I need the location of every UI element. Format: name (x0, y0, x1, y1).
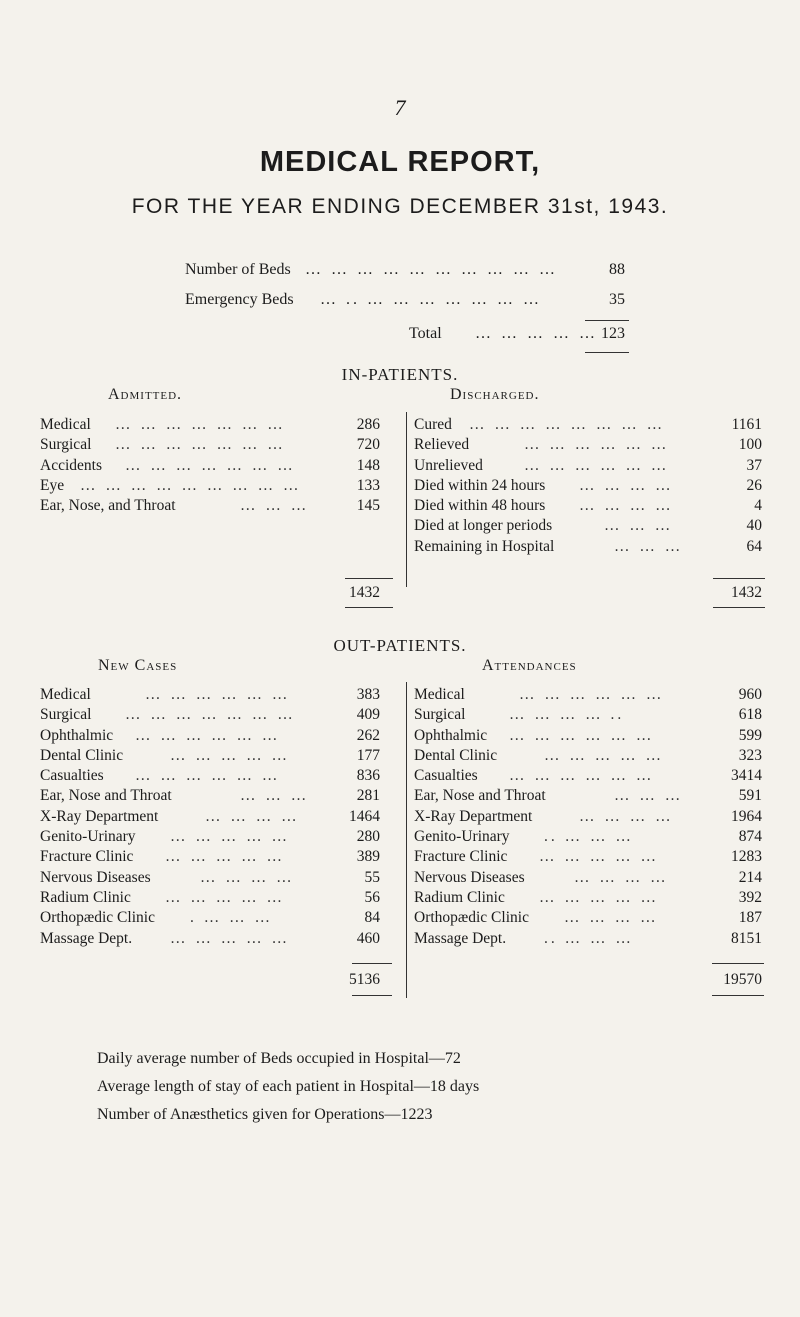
row-label: Surgical (414, 706, 466, 724)
table-row (40, 786, 390, 806)
row-label: Died at longer periods (414, 517, 553, 535)
row-label: Casualties (414, 767, 478, 785)
table-row (40, 435, 390, 455)
row-value: 1964 (731, 807, 762, 825)
row-value: 280 (356, 828, 380, 846)
beds-label: Emergency Beds (185, 291, 294, 308)
row-label: Ophthalmic (414, 726, 488, 744)
table-row (40, 868, 390, 888)
admitted-table (40, 415, 390, 516)
row-label: X-Ray Department (40, 807, 159, 825)
row-value: 133 (356, 476, 380, 494)
rule (345, 578, 393, 579)
rule (352, 995, 392, 996)
row-value: 148 (356, 456, 380, 474)
table-row (40, 726, 390, 746)
table-row (414, 888, 764, 908)
table-row (414, 746, 764, 766)
leader-dots: … … … … … … (135, 726, 281, 744)
row-label: Ear, Nose, and Throat (40, 497, 176, 515)
leader-dots: … … … … … … (519, 686, 665, 703)
table-row (414, 868, 764, 888)
row-label: Casualties (40, 767, 104, 785)
leader-dots: … … … … (579, 807, 674, 825)
row-value: 55 (364, 868, 380, 886)
leader-dots: … … … (240, 787, 310, 805)
row-value: 64 (746, 537, 762, 555)
leader-dots: … … … … … (544, 746, 664, 764)
beds-total-label: Total (409, 325, 442, 342)
leader-dots: … … … … … … (509, 726, 655, 744)
footer-average-stay: Average length of stay of each patient in Hospital—18 days (97, 1078, 480, 1095)
leader-dots: … … … … … (539, 848, 659, 866)
table-row (414, 908, 764, 928)
row-label: Nervous Diseases (414, 868, 525, 886)
discharged-total (414, 583, 764, 603)
row-label: Nervous Diseases (40, 868, 151, 886)
outpatients-title: OUT-PATIENTS. (333, 636, 467, 655)
row-value: 392 (738, 888, 762, 906)
row-value: 262 (356, 726, 380, 744)
discharged-heading: Discharged. (450, 386, 540, 403)
leader-dots: … … … … … (539, 888, 659, 906)
new-cases-total (40, 970, 390, 990)
row-label: Genito-Urinary (40, 828, 136, 846)
beds-label: Number of Beds (185, 261, 291, 278)
leader-dots: … … … … … … (524, 436, 670, 454)
row-value: 1283 (731, 848, 762, 866)
leader-dots: … … … … … (170, 828, 290, 846)
row-value: 40 (746, 517, 762, 535)
rule (585, 352, 629, 353)
row-label: Dental Clinic (414, 746, 498, 764)
total-row (40, 970, 390, 990)
table-row (40, 807, 390, 827)
row-label: Massage Dept. (40, 929, 133, 947)
leader-dots: … … … … … (170, 746, 290, 764)
table-row (414, 685, 764, 705)
beds-value: 35 (609, 291, 625, 308)
leader-dots: … … … … (200, 868, 295, 886)
attendances-heading: Attendances (482, 657, 577, 674)
row-label: Died within 24 hours (414, 476, 546, 494)
row-value: 8151 (731, 929, 762, 947)
leader-dots: … .. … … … … … … … (320, 291, 542, 308)
row-value: 100 (738, 436, 762, 454)
admitted-heading: Admitted. (108, 386, 183, 403)
footer-daily-average: Daily average number of Beds occupied in Hospital—72 (97, 1050, 461, 1067)
table-row (40, 847, 390, 867)
row-value: 323 (738, 746, 762, 764)
table-row (414, 705, 764, 725)
beds-row (185, 288, 635, 312)
table-row (414, 537, 764, 557)
leader-dots: .. … … … (544, 828, 634, 846)
beds-total-row (185, 322, 635, 346)
leader-dots: … … … … .. (509, 706, 625, 724)
row-value: 960 (738, 686, 762, 703)
column-divider (406, 412, 407, 587)
admitted-total (40, 583, 390, 603)
new-cases-table (40, 685, 390, 949)
leader-dots: … … … (240, 497, 310, 515)
table-row (40, 456, 390, 476)
total-row (414, 970, 764, 990)
table-row (414, 516, 764, 536)
table-row (40, 929, 390, 949)
leader-dots: … … … (614, 537, 684, 555)
table-row (414, 807, 764, 827)
row-value: 37 (746, 456, 762, 474)
row-value: 720 (356, 436, 380, 454)
beds-total-value: 123 (601, 325, 625, 342)
rule (713, 578, 765, 579)
row-label: Surgical (40, 706, 92, 724)
beds-value: 88 (609, 261, 625, 278)
row-label: Orthopædic Clinic (40, 909, 155, 927)
row-label: Medical (414, 686, 465, 703)
row-value: 1464 (349, 807, 380, 825)
row-label: Fracture Clinic (40, 848, 134, 866)
leader-dots: … … … (604, 517, 674, 535)
leader-dots: … … … … … … … (125, 456, 296, 474)
row-label: Medical (40, 416, 91, 433)
leader-dots: … … … … … … (524, 456, 670, 474)
leader-dots: … … … … … … … … (469, 416, 666, 433)
leader-dots: … … … … (579, 476, 674, 494)
row-value: 4 (754, 497, 762, 515)
row-label: Radium Clinic (414, 888, 505, 906)
row-value: 26 (746, 476, 762, 494)
table-row (414, 496, 764, 516)
table-row (414, 476, 764, 496)
table-row (40, 685, 390, 705)
row-label: Accidents (40, 456, 102, 474)
row-value: 286 (356, 416, 380, 433)
table-row (414, 847, 764, 867)
leader-dots: . … … … (190, 909, 273, 927)
row-label: Radium Clinic (40, 888, 131, 906)
table-row (40, 766, 390, 786)
row-value: 177 (356, 746, 380, 764)
beds-row (185, 258, 635, 282)
table-row (414, 726, 764, 746)
row-label: Eye (40, 476, 65, 494)
table-row (40, 496, 390, 516)
leader-dots: … … … … (205, 807, 300, 825)
rule (352, 963, 392, 964)
table-row (414, 415, 764, 435)
total-value: 5136 (349, 971, 380, 988)
leader-dots: … … … … … … … … … … (305, 261, 558, 278)
row-label: Remaining in Hospital (414, 537, 555, 555)
table-row (40, 746, 390, 766)
leader-dots: … … … … … (170, 929, 290, 947)
leader-dots: … … … … … (475, 325, 598, 342)
row-value: 145 (356, 497, 380, 515)
rule (713, 607, 765, 608)
attendances-total (414, 970, 764, 990)
row-value: 409 (356, 706, 380, 724)
table-row (414, 456, 764, 476)
row-value: 84 (364, 909, 380, 927)
footer-anaesthetics: Number of Anæsthetics given for Operations—1223 (97, 1106, 433, 1123)
row-value: 599 (738, 726, 762, 744)
row-label: Medical (40, 686, 91, 703)
row-label: Dental Clinic (40, 746, 124, 764)
leader-dots: … … … … … … (145, 686, 291, 703)
total-value: 1432 (731, 584, 762, 601)
report-title: MEDICAL REPORT, (259, 146, 541, 178)
rule (712, 995, 764, 996)
rule (345, 607, 393, 608)
row-label: Ear, Nose and Throat (40, 787, 172, 805)
row-label: Fracture Clinic (414, 848, 508, 866)
row-value: 214 (738, 868, 762, 886)
total-row (414, 583, 764, 603)
leader-dots: … … … … … … … … … (80, 476, 302, 494)
row-label: Ear, Nose and Throat (414, 787, 546, 805)
leader-dots: … … … … (564, 909, 659, 927)
table-row (40, 908, 390, 928)
row-value: 383 (356, 686, 380, 703)
table-row (40, 705, 390, 725)
table-row (40, 415, 390, 435)
row-label: Massage Dept. (414, 929, 507, 947)
leader-dots: … … … … … … … (125, 706, 296, 724)
leader-dots: … … … … … (165, 848, 285, 866)
row-value: 3414 (731, 767, 762, 785)
table-row (414, 786, 764, 806)
row-value: 460 (356, 929, 380, 947)
report-subtitle: FOR THE YEAR ENDING DECEMBER 31st, 1943. (131, 195, 669, 218)
row-label: Genito-Urinary (414, 828, 510, 846)
row-value: 591 (738, 787, 762, 805)
column-divider (406, 682, 407, 998)
row-value: 389 (356, 848, 380, 866)
table-row (414, 766, 764, 786)
row-label: Orthopædic Clinic (414, 909, 529, 927)
table-row (40, 476, 390, 496)
row-value: 187 (738, 909, 762, 927)
leader-dots: … … … … (579, 497, 674, 515)
discharged-table (414, 415, 764, 557)
leader-dots: .. … … … (544, 929, 634, 947)
leader-dots: … … … … … (165, 888, 285, 906)
row-label: Unrelieved (414, 456, 483, 474)
attendances-table (414, 685, 764, 949)
total-row (40, 583, 390, 603)
row-value: 874 (738, 828, 762, 846)
rule (585, 320, 629, 321)
leader-dots: … … … … … … … (115, 416, 286, 433)
row-value: 1161 (731, 416, 762, 433)
row-label: Ophthalmic (40, 726, 114, 744)
row-label: Cured (414, 416, 452, 433)
row-label: Surgical (40, 436, 92, 454)
row-value: 56 (364, 888, 380, 906)
row-label: Relieved (414, 436, 470, 454)
new-cases-heading: New Cases (98, 657, 178, 674)
leader-dots: … … … (614, 787, 684, 805)
row-label: X-Ray Department (414, 807, 533, 825)
table-row (414, 827, 764, 847)
table-row (414, 929, 764, 949)
rule (712, 963, 764, 964)
row-label: Died within 48 hours (414, 497, 546, 515)
row-value: 618 (738, 706, 762, 724)
leader-dots: … … … … … … … (115, 436, 286, 454)
table-row (414, 435, 764, 455)
total-value: 19570 (723, 971, 762, 988)
page-number: 7 (394, 95, 406, 120)
table-row (40, 827, 390, 847)
leader-dots: … … … … … … (135, 767, 281, 785)
row-value: 281 (356, 787, 380, 805)
leader-dots: … … … … … … (509, 767, 655, 785)
table-row (40, 888, 390, 908)
row-value: 836 (356, 767, 380, 785)
inpatients-title: IN-PATIENTS. (341, 365, 459, 384)
beds-summary (185, 258, 635, 356)
total-value: 1432 (349, 584, 380, 601)
leader-dots: … … … … (574, 868, 669, 886)
